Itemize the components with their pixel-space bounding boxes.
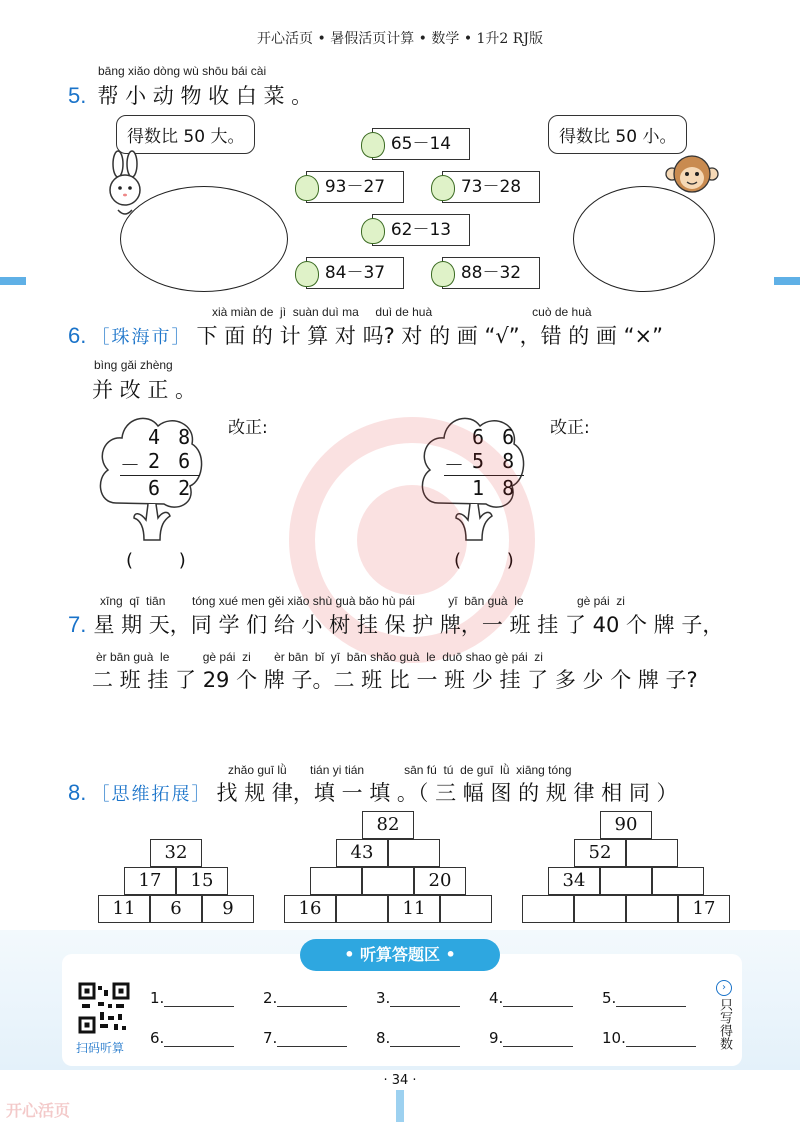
- judge-paren-a[interactable]: ( ): [126, 550, 186, 571]
- calc-a-top: 4 8: [148, 425, 194, 449]
- pyramid-cell: 82: [362, 811, 414, 839]
- calc-b-sub: 5 8: [472, 449, 518, 473]
- calc-b-minus: －: [444, 453, 467, 477]
- answer-slot-8[interactable]: 8.: [376, 1028, 460, 1047]
- cabbage-icon: [361, 132, 385, 158]
- q6-number: 6.: [68, 323, 87, 348]
- judge-paren-b[interactable]: ( ): [454, 550, 514, 571]
- question-8-heading: [68, 777, 678, 807]
- cabbage-expression[interactable]: 65－14: [372, 128, 470, 160]
- pyramid-cell: 9: [202, 895, 254, 923]
- rabbit-icon: [98, 150, 154, 220]
- pyramid-cell: 17: [678, 895, 730, 923]
- calc-a-minus: －: [120, 453, 143, 477]
- pyramid-cell: 20: [414, 867, 466, 895]
- q6-pinyin-line1: xià miàn de jì suàn duì ma duì de huà cuò de huà: [212, 305, 592, 319]
- cabbage-expression[interactable]: 62－13: [372, 214, 470, 246]
- pyramid-cell: 32: [150, 839, 202, 867]
- calc-a-result: 6 2: [120, 475, 200, 500]
- answer-slot-6[interactable]: 6.: [150, 1028, 234, 1047]
- calc-b-result: 1 8: [444, 475, 524, 500]
- q8-tag: ［思维拓展］: [91, 784, 212, 805]
- question-6-heading: [68, 320, 663, 350]
- q7-pinyin-line2: èr bān guà le gè pái zi èr bān bǐ yī bān shǎo guà le duō shao gè pái zi: [96, 650, 543, 664]
- calc-a-sub: 2 6: [148, 449, 194, 473]
- cabbage-icon: [431, 175, 455, 201]
- q5-number: 5.: [68, 83, 87, 108]
- bottom-center-bar: [396, 1090, 404, 1122]
- q6-text-line1: 下 面 的 计 算 对 吗? 对 的 画 “√”，错 的 画 “×”: [196, 324, 663, 348]
- page-number: · 34 ·: [383, 1073, 417, 1088]
- calc-b-top: 6 6: [472, 425, 518, 449]
- pyramid-cell: 43: [336, 839, 388, 867]
- q8-text: 找 规 律，填 一 填 。（ 三 幅 图 的 规 律 相 同 ）: [216, 781, 678, 805]
- cabbage-icon: [295, 175, 319, 201]
- pyramid-blank-cell[interactable]: [310, 867, 362, 895]
- q5-pinyin: bāng xiǎo dòng wù shōu bái cài: [98, 64, 267, 78]
- pyramid-blank-cell[interactable]: [522, 895, 574, 923]
- pyramid-cell: 11: [98, 895, 150, 923]
- watermark-logo-icon: [262, 390, 562, 690]
- pyramid-cell: 15: [176, 867, 228, 895]
- q7-text-line1: 星 期 天，同 学 们 给 小 树 挂 保 护 牌，一 班 挂 了 40 个 牌 子，: [93, 613, 724, 637]
- cabbage-icon: [361, 218, 385, 244]
- pyramid-blank-cell[interactable]: [388, 839, 440, 867]
- qr-code-icon[interactable]: [78, 982, 130, 1034]
- answer-slot-2[interactable]: 2.: [263, 988, 347, 1007]
- q5-text: 帮 小 动 物 收 白 菜 。: [97, 84, 313, 108]
- answer-area-banner: • 听算答题区 •: [300, 939, 500, 971]
- pyramid-blank-cell[interactable]: [626, 839, 678, 867]
- q6-text-line2: 并 改 正 。: [92, 378, 197, 402]
- monkey-icon: [664, 150, 720, 206]
- qr-label: 扫码听算: [76, 1041, 125, 1055]
- correction-label-a: 改正:: [228, 418, 268, 438]
- q6-region-tag: ［珠海市］: [91, 327, 192, 348]
- answer-slot-5[interactable]: 5.: [602, 988, 686, 1007]
- pyramid-cell: 11: [388, 895, 440, 923]
- rabbit-speech-bubble: 得数比 50 大。: [116, 115, 255, 154]
- answer-slot-9[interactable]: 9.: [489, 1028, 573, 1047]
- vertical-calc-a: [120, 425, 200, 500]
- right-side-tab: [774, 277, 800, 285]
- pyramid-cell: 34: [548, 867, 600, 895]
- pyramid-blank-cell[interactable]: [336, 895, 388, 923]
- cabbage-expression[interactable]: 93－27: [306, 171, 404, 203]
- q6-pinyin-line2: bìng gǎi zhèng: [94, 358, 173, 372]
- monkey-speech-bubble: 得数比 50 小。: [548, 115, 687, 154]
- cabbage-expression[interactable]: 84－37: [306, 257, 404, 289]
- cabbage-icon: [295, 261, 319, 287]
- q7-number: 7.: [68, 612, 87, 637]
- pyramid-cell: 16: [284, 895, 336, 923]
- answer-slot-7[interactable]: 7.: [263, 1028, 347, 1047]
- bottom-watermark: 开心活页: [6, 1101, 71, 1120]
- side-note-text: 只写得数: [717, 998, 732, 1050]
- pyramid-blank-cell[interactable]: [626, 895, 678, 923]
- cabbage-expression[interactable]: 73－28: [442, 171, 540, 203]
- q7-text-line2: 二 班 挂 了 29 个 牌 子。二 班 比 一 班 少 挂 了 多 少 个 牌 子?: [92, 668, 698, 692]
- pyramid-cell: 17: [124, 867, 176, 895]
- answer-slot-1[interactable]: 1.: [150, 988, 234, 1007]
- cabbage-expression[interactable]: 88－32: [442, 257, 540, 289]
- q8-pinyin: zhǎo guī lǜ tián yi tián sān fú tú de guī lǜ xiāng tóng: [228, 763, 572, 777]
- page-header: 开心活页 • 暑假活页计算 • 数学 • 1升2 RJ版: [257, 31, 543, 47]
- side-note-icon: ›: [716, 980, 732, 996]
- pyramid-blank-cell[interactable]: [652, 867, 704, 895]
- cabbage-icon: [431, 261, 455, 287]
- answer-slot-4[interactable]: 4.: [489, 988, 573, 1007]
- correction-label-b: 改正:: [550, 418, 590, 438]
- question-7-heading: [68, 609, 723, 639]
- pyramid-blank-cell[interactable]: [440, 895, 492, 923]
- pyramid-blank-cell[interactable]: [362, 867, 414, 895]
- left-side-tab: [0, 277, 26, 285]
- q8-number: 8.: [68, 780, 87, 805]
- pyramid-blank-cell[interactable]: [600, 867, 652, 895]
- q7-pinyin-line1: xīng qī tiān tóng xué men gěi xiǎo shù guà bǎo hù pái yī bān guà le gè pái zi: [100, 594, 625, 608]
- pyramid-blank-cell[interactable]: [574, 895, 626, 923]
- answer-slot-3[interactable]: 3.: [376, 988, 460, 1007]
- answer-slot-10[interactable]: 10.: [602, 1028, 696, 1047]
- pyramid-cell: 6: [150, 895, 202, 923]
- pyramid-cell: 52: [574, 839, 626, 867]
- question-5-heading: [68, 80, 312, 110]
- pyramid-cell: 90: [600, 811, 652, 839]
